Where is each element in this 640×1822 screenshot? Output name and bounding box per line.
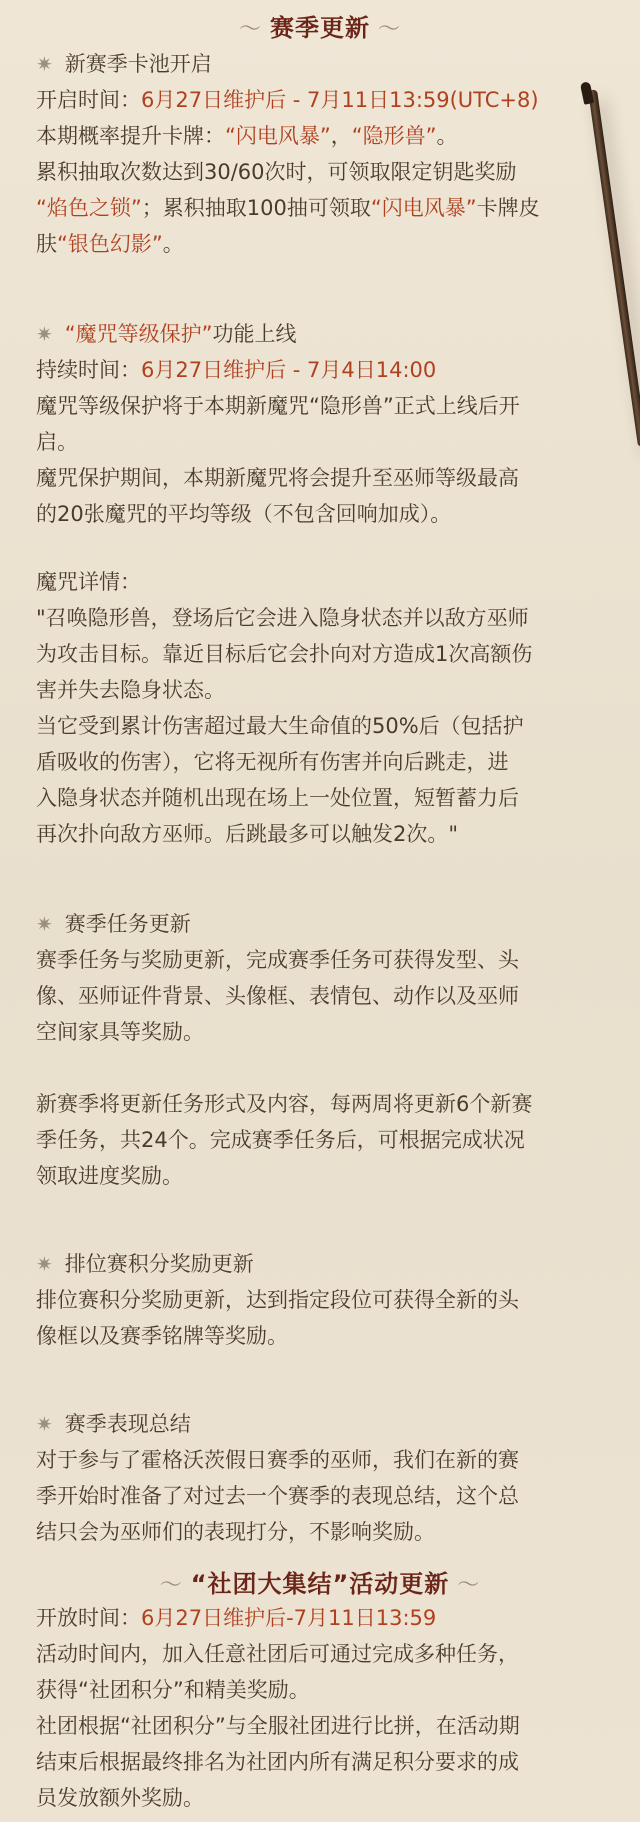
card-name: “闪电风暴” (225, 124, 331, 148)
text-line: 累积抽取次数达到30/60次时，可领取限定钥匙奖励 (36, 160, 517, 184)
star-bullet-icon: ✷ (36, 912, 53, 936)
section-head-card-pool (36, 48, 212, 78)
text-line: 入隐身状态并随机出现在场上一处位置，短暂蓄力后 (36, 786, 519, 810)
star-bullet-icon: ✷ (36, 52, 53, 76)
card-name: “隐形兽” (351, 124, 437, 148)
text-line: 当它受到累计伤害超过最大生命值的50%后（包括护 (36, 714, 524, 738)
text-line: 对于参与了霍格沃茨假日赛季的巫师，我们在新的赛 (36, 1448, 519, 1472)
text-line: 魔咒等级保护将于本期新魔咒“隐形兽”正式上线后开 (36, 394, 520, 418)
swirl-flourish-icon: 〜 (159, 1573, 183, 1598)
text: 肤 (36, 232, 57, 256)
section-title-club-event (0, 1564, 640, 1599)
text-line: "召唤隐形兽，登场后它会进入隐身状态并以敌方巫师 (36, 606, 529, 630)
label: 开放时间： (36, 1606, 141, 1630)
date-range: 6月27日维护后 - 7月11日13:59(UTC+8) (141, 88, 539, 112)
text-line: 魔咒保护期间，本期新魔咒将会提升至巫师等级最高 (36, 466, 519, 490)
text-line: 魔咒详情： (36, 570, 141, 594)
text-line: 为攻击目标。靠近目标后它会扑向对方造成1次高额伤 (36, 642, 533, 666)
text-line: 获得“社团积分”和精美奖励。 (36, 1678, 310, 1702)
text: 。 (162, 232, 184, 256)
text-line: 赛季任务与奖励更新，完成赛季任务可获得发型、头 (36, 948, 519, 972)
star-bullet-icon: ✷ (36, 1412, 53, 1436)
text-line (36, 118, 604, 154)
star-bullet-icon: ✷ (36, 322, 53, 346)
reward-name: “焰色之锁” (36, 196, 142, 220)
text-line: 排位赛积分奖励更新，达到指定段位可获得全新的头 (36, 1288, 519, 1312)
text-line: 害并失去隐身状态。 (36, 678, 225, 702)
text-line: 结束后根据最终排名为社团内所有满足积分要求的成 (36, 1750, 519, 1774)
section-head-ranked-rewards (36, 1248, 254, 1278)
section-head-text: 赛季表现总结 (64, 1412, 191, 1436)
text-line (36, 1600, 604, 1636)
section-head-text: 功能上线 (212, 322, 297, 346)
text-line (36, 82, 604, 118)
card-name: “闪电风暴” (370, 196, 477, 220)
title-text: “社团大集结”活动更新 (190, 1570, 450, 1598)
text-line: 活动时间内，加入任意社团后可通过完成多种任务， (36, 1642, 519, 1666)
text-line: 季任务，共24个。完成赛季任务后，可根据完成状况 (36, 1128, 525, 1152)
text-line: 空间家具等奖励。 (36, 1020, 204, 1044)
text-line: 结只会为巫师们的表现打分，不影响奖励。 (36, 1520, 435, 1544)
swirl-flourish-icon: 〜 (238, 17, 262, 42)
text: 本期概率提升卡牌： (36, 124, 225, 148)
section-head-spell-protection (36, 318, 297, 348)
text-line: 新赛季将更新任务形式及内容，每两周将更新6个新赛 (36, 1092, 533, 1116)
text: 卡牌皮 (476, 196, 540, 220)
swirl-flourish-icon: 〜 (457, 1573, 481, 1598)
label: 开启时间： (36, 88, 141, 112)
swirl-flourish-icon: 〜 (378, 17, 402, 42)
section-head-text: 新赛季卡池开启 (64, 52, 212, 76)
text-line: 季开始时准备了对过去一个赛季的表现总结，这个总 (36, 1484, 519, 1508)
text-line (36, 226, 604, 262)
label: 持续时间： (36, 358, 141, 382)
text-line: 社团根据“社团积分”与全服社团进行比拼，在活动期 (36, 1714, 520, 1738)
text-line: 再次扑向敌方巫师。后跳最多可以触发2次。" (36, 822, 459, 846)
section-head-text: 排位赛积分奖励更新 (64, 1252, 254, 1276)
text: ；累积抽取100抽可领取 (141, 196, 371, 220)
text-line: 员发放额外奖励。 (36, 1786, 204, 1810)
section-head-text: 赛季任务更新 (64, 912, 191, 936)
section-title-season-update (0, 8, 640, 43)
text-line: 启。 (36, 430, 78, 454)
date-range: 6月27日维护后 - 7月4日14:00 (141, 358, 437, 382)
text: ， (330, 124, 352, 148)
text-line: 的20张魔咒的平均等级（不包含回响加成）。 (36, 502, 452, 526)
text-line: 像框以及赛季铭牌等奖励。 (36, 1324, 288, 1348)
section-head-season-tasks (36, 908, 191, 938)
star-bullet-icon: ✷ (36, 1252, 53, 1276)
feature-name: “魔咒等级保护” (64, 322, 213, 346)
date-range: 6月27日维护后-7月11日13:59 (141, 1606, 437, 1630)
text-line (36, 352, 604, 388)
text-line: 盾吸收的伤害），它将无视所有伤害并向后跳走，进 (36, 750, 509, 774)
text: 。 (436, 124, 458, 148)
title-text: 赛季更新 (270, 14, 370, 42)
text-line: 领取进度奖励。 (36, 1164, 183, 1188)
text-line: 像、巫师证件背景、头像框、表情包、动作以及巫师 (36, 984, 519, 1008)
section-head-season-summary (36, 1408, 191, 1438)
text-line (36, 190, 604, 226)
skin-name: “银色幻影” (57, 232, 163, 256)
